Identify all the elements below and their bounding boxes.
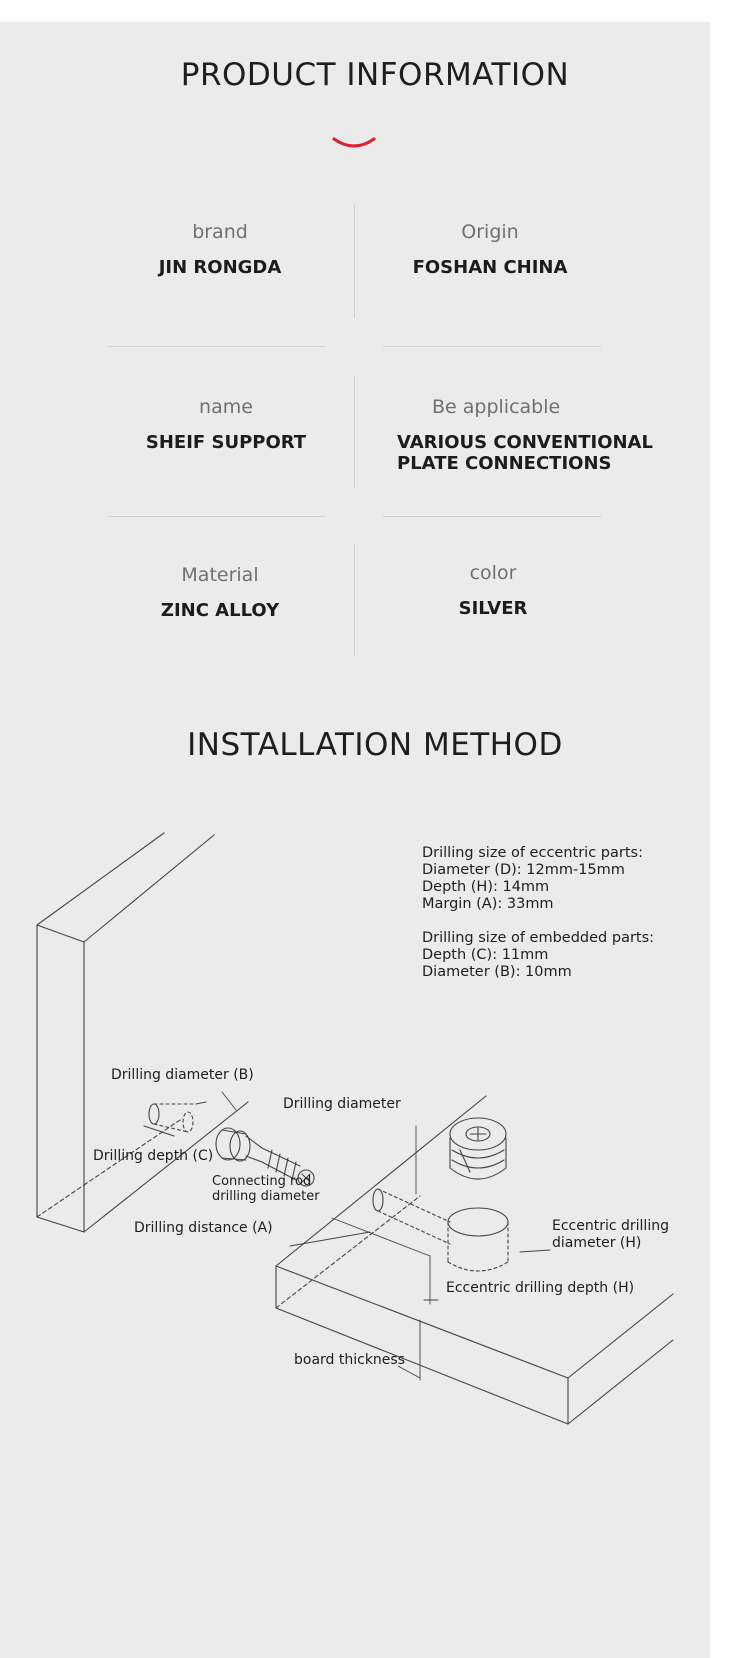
label-drilling-depth-c: Drilling depth (C) <box>93 1148 214 1164</box>
info-brand-label: brand <box>192 221 248 243</box>
embedded-spec-depth: Depth (C): 11mm <box>422 947 549 963</box>
info-applicable-label: Be applicable <box>432 396 561 418</box>
label-eccentric-diameter-line2: diameter (H) <box>552 1235 642 1251</box>
horizontal-board <box>276 1096 673 1424</box>
info-origin-label: Origin <box>461 221 519 243</box>
eccentric-spec-diameter: Diameter (D): 12mm-15mm <box>422 862 625 878</box>
label-board-thickness: board thickness <box>294 1352 406 1368</box>
info-color-value: SILVER <box>458 598 528 619</box>
eccentric-specs-title: Drilling size of eccentric parts: <box>422 845 643 861</box>
info-material-label: Material <box>181 564 259 586</box>
label-drilling-diameter: Drilling diameter <box>283 1096 401 1112</box>
eccentric-hole <box>373 1189 508 1271</box>
info-brand-value: JIN RONGDA <box>158 257 282 278</box>
label-connecting-rod-line1: Connecting rod <box>212 1174 312 1189</box>
info-applicable-value-line2: PLATE CONNECTIONS <box>397 453 612 474</box>
info-applicable-value-line1: VARIOUS CONVENTIONAL <box>397 432 653 453</box>
label-drilling-distance-a: Drilling distance (A) <box>134 1220 273 1236</box>
eccentric-spec-depth: Depth (H): 14mm <box>422 879 550 895</box>
label-drilling-diameter-b: Drilling diameter (B) <box>111 1067 254 1083</box>
info-name-value: SHEIF SUPPORT <box>145 432 307 453</box>
label-connecting-rod-line2: drilling diameter <box>212 1189 320 1204</box>
embedded-hole <box>144 1102 206 1136</box>
eccentric-spec-margin: Margin (A): 33mm <box>422 896 554 912</box>
info-color-label: color <box>469 562 517 584</box>
embedded-spec-diameter: Diameter (B): 10mm <box>422 964 572 980</box>
info-origin-value: FOSHAN CHINA <box>412 257 568 278</box>
info-material-value: ZINC ALLOY <box>160 600 280 621</box>
vertical-board <box>37 833 248 1232</box>
label-eccentric-diameter-line1: Eccentric drilling <box>552 1218 669 1234</box>
dimension-lines <box>222 1092 550 1380</box>
label-eccentric-depth: Eccentric drilling depth (H) <box>446 1280 635 1296</box>
info-name-label: name <box>199 396 253 418</box>
installation-title: INSTALLATION METHOD <box>187 727 563 763</box>
product-info-title: PRODUCT INFORMATION <box>180 57 570 93</box>
embedded-specs-title: Drilling size of embedded parts: <box>422 930 655 946</box>
eccentric-cam <box>450 1118 506 1179</box>
